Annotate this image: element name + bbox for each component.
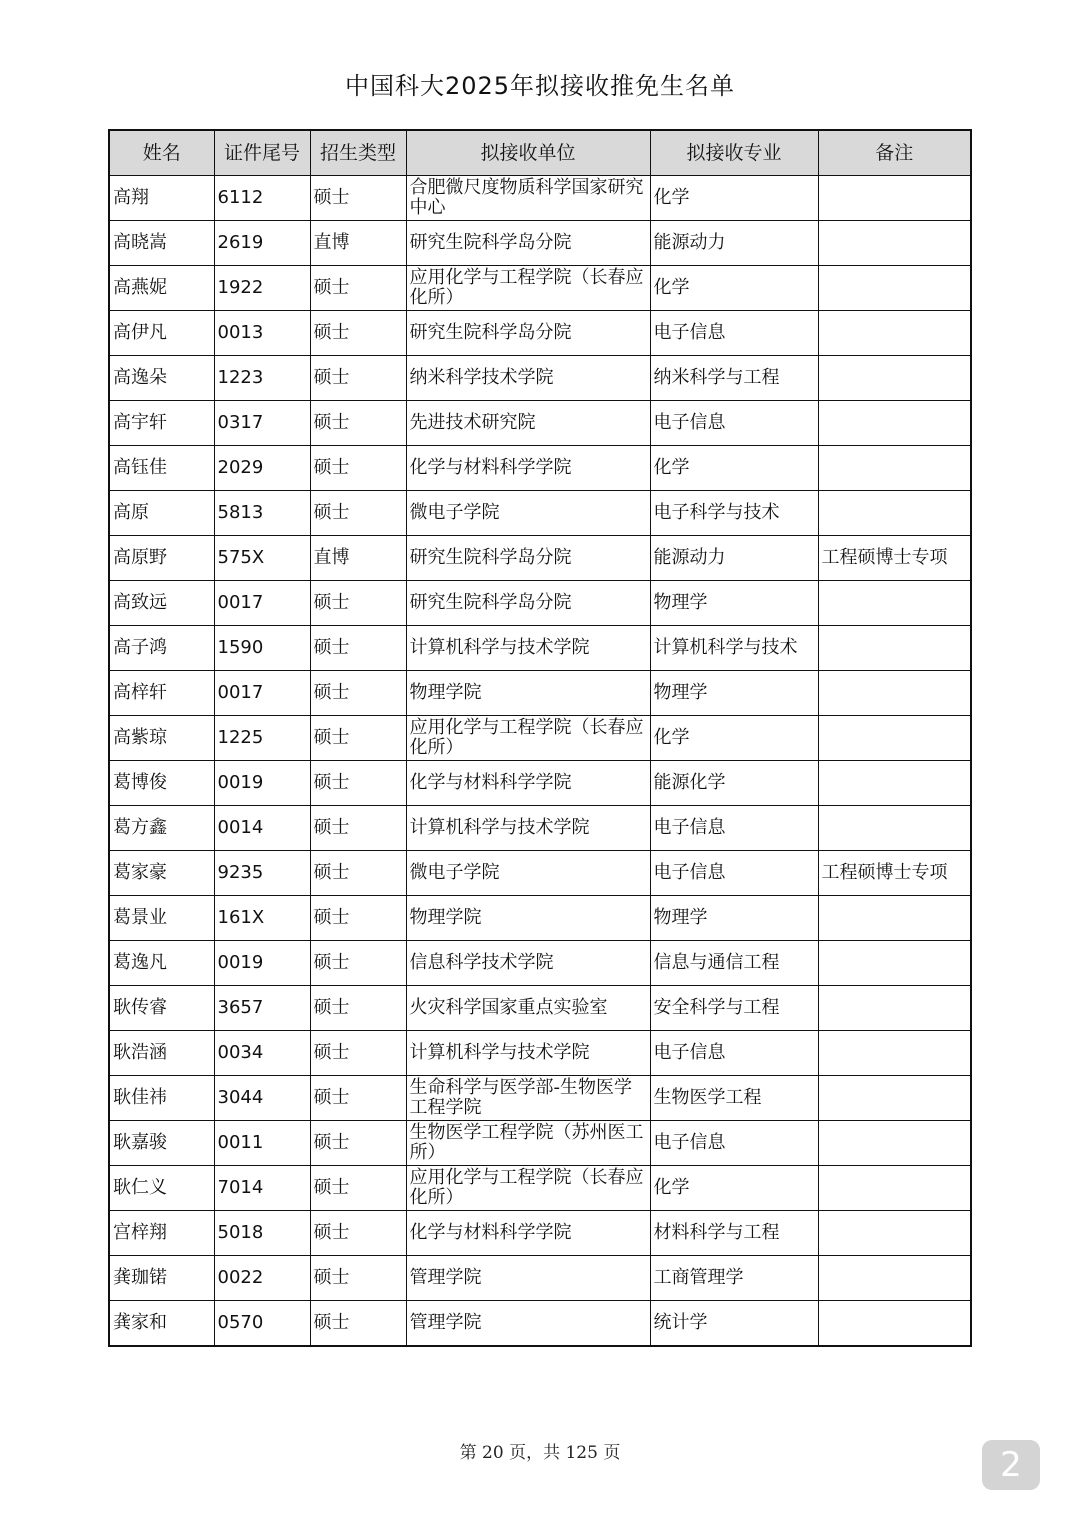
cell-remarks (818, 761, 971, 806)
cell-name: 宫梓翔 (109, 1211, 214, 1256)
cell-major: 生物医学工程 (650, 1076, 818, 1121)
table-row (109, 1121, 971, 1166)
cell-major: 化学 (650, 446, 818, 491)
cell-major: 工商管理学 (650, 1256, 818, 1301)
cell-name: 耿浩涵 (109, 1031, 214, 1076)
cell-remarks (818, 176, 971, 221)
cell-id-suffix: 9235 (214, 851, 310, 896)
table-row (109, 851, 971, 896)
cell-remarks (818, 941, 971, 986)
cell-unit: 先进技术研究院 (406, 401, 650, 446)
cell-major: 化学 (650, 176, 818, 221)
cell-remarks (818, 581, 971, 626)
table-row (109, 266, 971, 311)
cell-id-suffix: 1590 (214, 626, 310, 671)
cell-name: 龚珈锘 (109, 1256, 214, 1301)
cell-name: 高伊凡 (109, 311, 214, 356)
cell-name: 高原野 (109, 536, 214, 581)
cell-admission-type: 硕士 (310, 176, 406, 221)
cell-id-suffix: 575X (214, 536, 310, 581)
cell-major: 安全科学与工程 (650, 986, 818, 1031)
column-header-major: 拟接收专业 (650, 130, 818, 176)
cell-major: 能源动力 (650, 221, 818, 266)
table-row (109, 1301, 971, 1347)
cell-id-suffix: 1922 (214, 266, 310, 311)
cell-remarks (818, 806, 971, 851)
cell-admission-type: 硕士 (310, 761, 406, 806)
cell-remarks (818, 491, 971, 536)
cell-major: 物理学 (650, 896, 818, 941)
cell-unit: 应用化学与工程学院（长春应化所） (406, 266, 650, 311)
cell-major: 物理学 (650, 671, 818, 716)
cell-unit: 化学与材料科学学院 (406, 761, 650, 806)
cell-admission-type: 硕士 (310, 806, 406, 851)
column-header-name: 姓名 (109, 130, 214, 176)
cell-major: 化学 (650, 266, 818, 311)
cell-id-suffix: 0317 (214, 401, 310, 446)
cell-admission-type: 硕士 (310, 491, 406, 536)
cell-remarks (818, 896, 971, 941)
cell-remarks (818, 1031, 971, 1076)
table-row (109, 716, 971, 761)
cell-id-suffix: 1225 (214, 716, 310, 761)
cell-admission-type: 硕士 (310, 1256, 406, 1301)
cell-major: 电子科学与技术 (650, 491, 818, 536)
cell-name: 高紫琼 (109, 716, 214, 761)
cell-name: 耿仁义 (109, 1166, 214, 1211)
cell-admission-type: 硕士 (310, 1076, 406, 1121)
cell-major: 电子信息 (650, 1031, 818, 1076)
cell-name: 高宇轩 (109, 401, 214, 446)
cell-id-suffix: 0014 (214, 806, 310, 851)
table-row (109, 491, 971, 536)
cell-remarks (818, 671, 971, 716)
page-number-badge: 2 (982, 1440, 1040, 1490)
table-row (109, 221, 971, 266)
cell-admission-type: 硕士 (310, 356, 406, 401)
column-header-remarks: 备注 (818, 130, 971, 176)
cell-unit: 化学与材料科学学院 (406, 1211, 650, 1256)
cell-admission-type: 硕士 (310, 626, 406, 671)
cell-admission-type: 硕士 (310, 986, 406, 1031)
cell-remarks (818, 1076, 971, 1121)
cell-name: 耿嘉骏 (109, 1121, 214, 1166)
cell-admission-type: 硕士 (310, 401, 406, 446)
table-row (109, 446, 971, 491)
cell-name: 葛逸凡 (109, 941, 214, 986)
cell-admission-type: 直博 (310, 536, 406, 581)
cell-unit: 信息科学技术学院 (406, 941, 650, 986)
cell-id-suffix: 0019 (214, 941, 310, 986)
table-row (109, 1076, 971, 1121)
cell-admission-type: 硕士 (310, 896, 406, 941)
table-row (109, 176, 971, 221)
cell-major: 电子信息 (650, 1121, 818, 1166)
table-row (109, 806, 971, 851)
cell-admission-type: 硕士 (310, 941, 406, 986)
table-row (109, 671, 971, 716)
cell-admission-type: 硕士 (310, 671, 406, 716)
cell-major: 电子信息 (650, 401, 818, 446)
table-row (109, 581, 971, 626)
cell-name: 高梓轩 (109, 671, 214, 716)
cell-unit: 应用化学与工程学院（长春应化所） (406, 1166, 650, 1211)
cell-remarks (818, 1211, 971, 1256)
table-row (109, 1166, 971, 1211)
cell-remarks (818, 986, 971, 1031)
cell-name: 葛家豪 (109, 851, 214, 896)
cell-admission-type: 硕士 (310, 716, 406, 761)
cell-remarks (818, 446, 971, 491)
cell-id-suffix: 0017 (214, 581, 310, 626)
cell-id-suffix: 5018 (214, 1211, 310, 1256)
cell-major: 电子信息 (650, 806, 818, 851)
cell-id-suffix: 0013 (214, 311, 310, 356)
column-header-admission-type: 招生类型 (310, 130, 406, 176)
cell-unit: 纳米科学技术学院 (406, 356, 650, 401)
cell-id-suffix: 161X (214, 896, 310, 941)
cell-unit: 化学与材料科学学院 (406, 446, 650, 491)
cell-id-suffix: 5813 (214, 491, 310, 536)
cell-major: 信息与通信工程 (650, 941, 818, 986)
cell-name: 高钰佳 (109, 446, 214, 491)
table-row (109, 986, 971, 1031)
cell-admission-type: 硕士 (310, 446, 406, 491)
cell-major: 能源动力 (650, 536, 818, 581)
table-row (109, 1211, 971, 1256)
cell-unit: 计算机科学与技术学院 (406, 806, 650, 851)
cell-remarks (818, 1256, 971, 1301)
cell-remarks (818, 626, 971, 671)
cell-id-suffix: 0034 (214, 1031, 310, 1076)
cell-major: 电子信息 (650, 311, 818, 356)
cell-unit: 研究生院科学岛分院 (406, 536, 650, 581)
cell-remarks: 工程硕博士专项 (818, 536, 971, 581)
cell-remarks (818, 716, 971, 761)
cell-name: 葛博俊 (109, 761, 214, 806)
table-row (109, 356, 971, 401)
cell-major: 纳米科学与工程 (650, 356, 818, 401)
cell-name: 葛方鑫 (109, 806, 214, 851)
cell-name: 高逸朵 (109, 356, 214, 401)
cell-admission-type: 硕士 (310, 1211, 406, 1256)
cell-unit: 管理学院 (406, 1256, 650, 1301)
cell-name: 耿传睿 (109, 986, 214, 1031)
table-row (109, 941, 971, 986)
cell-major: 物理学 (650, 581, 818, 626)
cell-unit: 应用化学与工程学院（长春应化所） (406, 716, 650, 761)
cell-id-suffix: 2029 (214, 446, 310, 491)
table-row (109, 311, 971, 356)
cell-name: 耿佳祎 (109, 1076, 214, 1121)
cell-name: 高燕妮 (109, 266, 214, 311)
cell-name: 高致远 (109, 581, 214, 626)
cell-unit: 微电子学院 (406, 491, 650, 536)
cell-admission-type: 硕士 (310, 1121, 406, 1166)
cell-unit: 生物医学工程学院（苏州医工所） (406, 1121, 650, 1166)
cell-name: 龚家和 (109, 1301, 214, 1347)
cell-id-suffix: 0019 (214, 761, 310, 806)
cell-name: 高原 (109, 491, 214, 536)
cell-unit: 计算机科学与技术学院 (406, 626, 650, 671)
page-title: 中国科大2025年拟接收推免生名单 (344, 72, 736, 100)
cell-remarks (818, 401, 971, 446)
cell-unit: 合肥微尺度物质科学国家研究中心 (406, 176, 650, 221)
cell-id-suffix: 7014 (214, 1166, 310, 1211)
cell-unit: 管理学院 (406, 1301, 650, 1347)
table-row (109, 896, 971, 941)
cell-admission-type: 硕士 (310, 311, 406, 356)
cell-admission-type: 硕士 (310, 1166, 406, 1211)
cell-admission-type: 硕士 (310, 581, 406, 626)
cell-remarks (818, 356, 971, 401)
table-row (109, 626, 971, 671)
admission-table (108, 129, 972, 1347)
cell-id-suffix: 0022 (214, 1256, 310, 1301)
table-row (109, 761, 971, 806)
page-footer: 第 20 页，共 125 页 (459, 1443, 621, 1463)
cell-unit: 物理学院 (406, 896, 650, 941)
cell-remarks (818, 221, 971, 266)
cell-unit: 微电子学院 (406, 851, 650, 896)
cell-admission-type: 硕士 (310, 266, 406, 311)
cell-remarks (818, 1301, 971, 1347)
cell-major: 统计学 (650, 1301, 818, 1347)
cell-remarks (818, 266, 971, 311)
cell-major: 化学 (650, 716, 818, 761)
cell-id-suffix: 2619 (214, 221, 310, 266)
cell-unit: 研究生院科学岛分院 (406, 581, 650, 626)
cell-id-suffix: 1223 (214, 356, 310, 401)
cell-admission-type: 硕士 (310, 1301, 406, 1347)
cell-major: 化学 (650, 1166, 818, 1211)
cell-major: 能源化学 (650, 761, 818, 806)
cell-remarks (818, 311, 971, 356)
cell-unit: 物理学院 (406, 671, 650, 716)
cell-remarks (818, 1166, 971, 1211)
cell-id-suffix: 3044 (214, 1076, 310, 1121)
column-header-id-suffix: 证件尾号 (214, 130, 310, 176)
cell-major: 计算机科学与技术 (650, 626, 818, 671)
cell-id-suffix: 0011 (214, 1121, 310, 1166)
cell-remarks: 工程硕博士专项 (818, 851, 971, 896)
cell-remarks (818, 1121, 971, 1166)
cell-name: 葛景业 (109, 896, 214, 941)
table-row (109, 1031, 971, 1076)
table-header-row (109, 130, 971, 176)
table-row (109, 1256, 971, 1301)
cell-unit: 火灾科学国家重点实验室 (406, 986, 650, 1031)
table-row (109, 536, 971, 581)
cell-name: 高翔 (109, 176, 214, 221)
cell-id-suffix: 0017 (214, 671, 310, 716)
cell-admission-type: 直博 (310, 221, 406, 266)
cell-admission-type: 硕士 (310, 851, 406, 896)
cell-major: 电子信息 (650, 851, 818, 896)
column-header-unit: 拟接收单位 (406, 130, 650, 176)
cell-unit: 研究生院科学岛分院 (406, 311, 650, 356)
cell-id-suffix: 0570 (214, 1301, 310, 1347)
cell-unit: 研究生院科学岛分院 (406, 221, 650, 266)
cell-unit: 生命科学与医学部-生物医学工程学院 (406, 1076, 650, 1121)
cell-name: 高子鸿 (109, 626, 214, 671)
cell-id-suffix: 6112 (214, 176, 310, 221)
table-row (109, 401, 971, 446)
cell-unit: 计算机科学与技术学院 (406, 1031, 650, 1076)
cell-id-suffix: 3657 (214, 986, 310, 1031)
cell-admission-type: 硕士 (310, 1031, 406, 1076)
cell-major: 材料科学与工程 (650, 1211, 818, 1256)
cell-name: 高晓嵩 (109, 221, 214, 266)
